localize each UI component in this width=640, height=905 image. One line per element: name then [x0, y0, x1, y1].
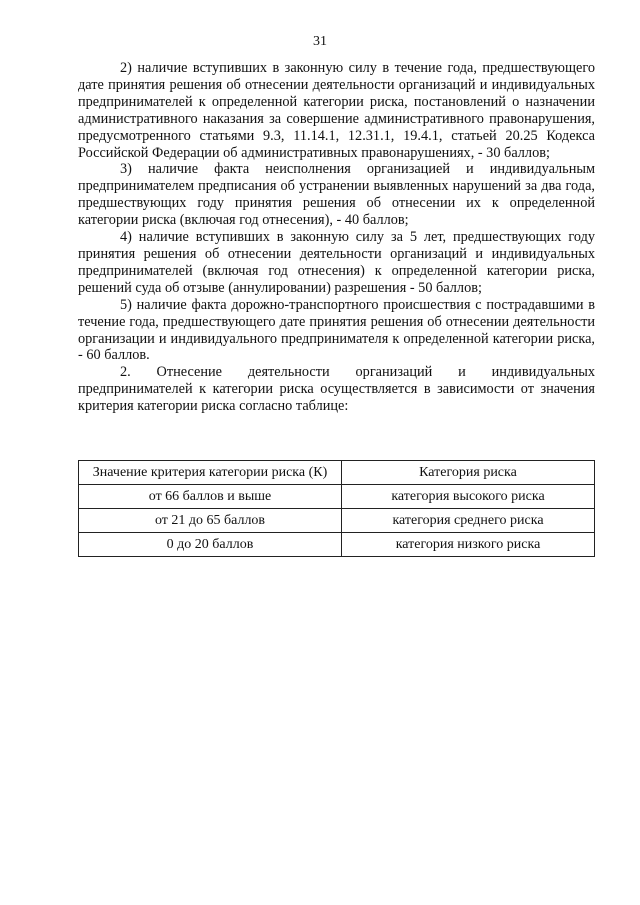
risk-category-table	[78, 460, 595, 557]
table-cell-category: категория высокого риска	[342, 485, 595, 509]
paragraph-item-5: 5) наличие факта дорожно-транспортного происшествия с пострадавшими в течение года, предшествующего дате принятия решения об отнесении деятельности организации и индивидуального предпринимателя к определенной категории риска, - 60 баллов.	[78, 296, 595, 364]
page-number: 31	[313, 34, 327, 49]
table-header-row	[79, 461, 595, 485]
table-header-category: Категория риска	[342, 461, 595, 485]
paragraph-item-2: 2) наличие вступивших в законную силу в течение года, предшествующего дате принятия решения об отнесении деятельности организаций и индивидуальных предпринимателей к определенной категории риска, постановлений о назначении административного наказания за совершение административного правонарушения, предусмотренного статьями 9.3, 11.14.1, 12.31.1, 19.4.1, статьей 20.25 Кодекса Российской Федерации об административных правонарушениях, - 30 баллов;	[78, 60, 595, 161]
table-row	[79, 485, 595, 509]
paragraph-item-3: 3) наличие факта неисполнения организацией и индивидуальным предпринимателем предписания об устранении выявленных нарушений за два года, предшествующих году принятия решения об отнесении их к определенной категории риска (включая год отнесения), - 40 баллов;	[78, 161, 595, 229]
table-cell-criterion: от 21 до 65 баллов	[79, 509, 342, 533]
table-cell-criterion: 0 до 20 баллов	[79, 533, 342, 557]
table-cell-criterion: от 66 баллов и выше	[79, 485, 342, 509]
table-header-criterion: Значение критерия категории риска (К)	[79, 461, 342, 485]
table-cell-category: категория низкого риска	[342, 533, 595, 557]
table-cell-category: категория среднего риска	[342, 509, 595, 533]
paragraph-item-4: 4) наличие вступивших в законную силу за 5 лет, предшествующих году принятия решения об отнесении деятельности организаций и индивидуальных предпринимателей (включая год отнесения) к определенной категории риска, решений суда об отзыве (аннулировании) разрешения - 50 баллов;	[78, 229, 595, 296]
table-row	[79, 533, 595, 557]
document-body	[78, 60, 595, 415]
table-row	[79, 509, 595, 533]
paragraph-section-2: 2. Отнесение деятельности организаций и индивидуальных предпринимателей к категории риска осуществляется в зависимости от значения критерия категории риска согласно таблице:	[78, 364, 595, 415]
